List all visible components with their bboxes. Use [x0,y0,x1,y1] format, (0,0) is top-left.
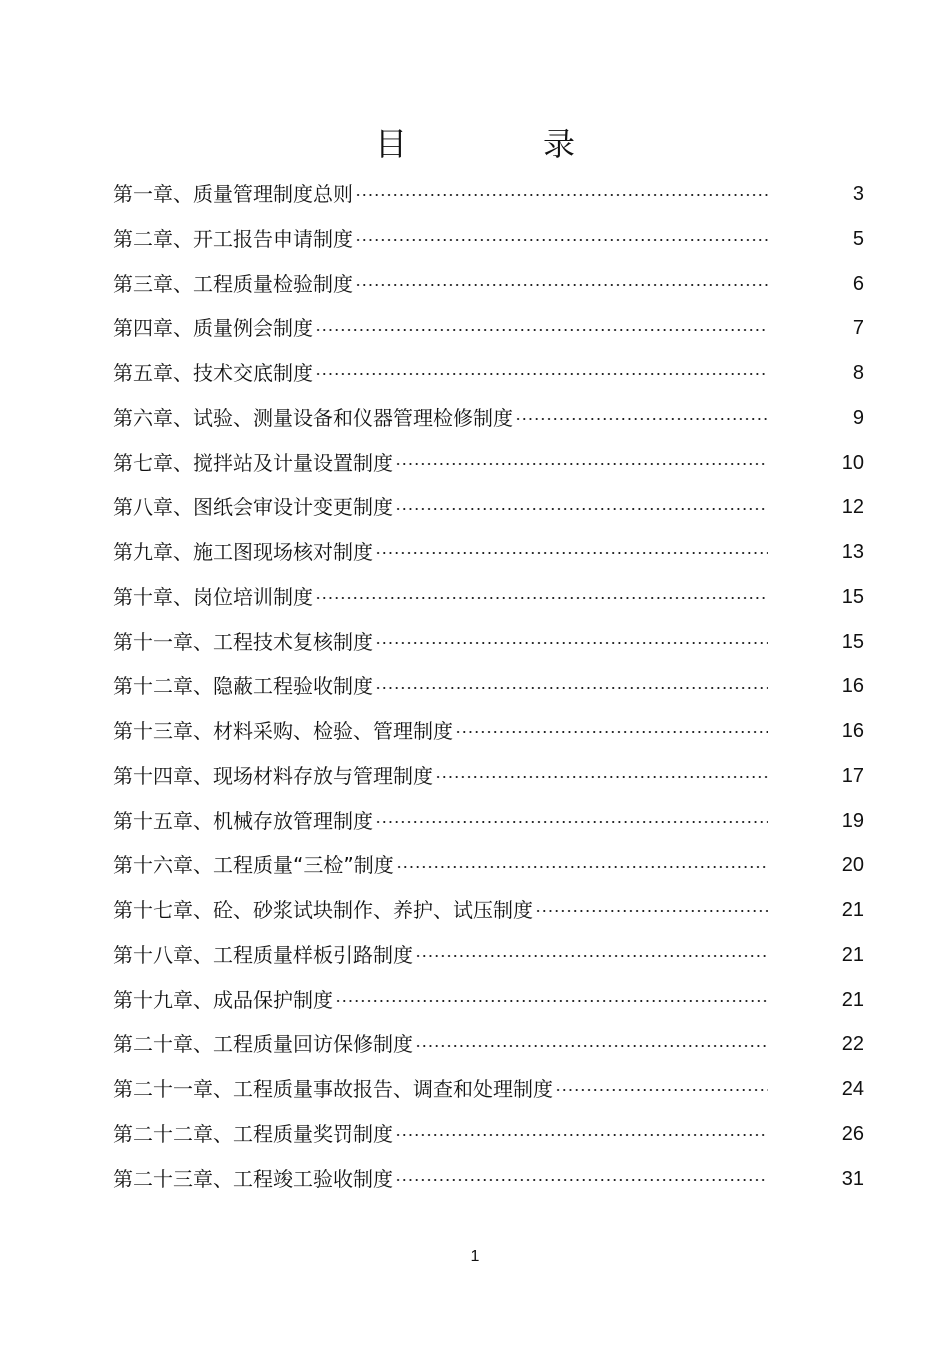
toc-entry-title: 第十二章、隐蔽工程验收制度 [113,674,373,699]
toc-leader-dots [335,1000,768,1002]
toc-entry[interactable] [113,888,864,933]
toc-leader-dots [395,1179,768,1181]
toc-entry-title: 第二十二章、工程质量奖罚制度 [113,1121,393,1146]
toc-entry-title: 第三章、工程质量检验制度 [113,271,353,296]
toc-entry-title-wrap [113,530,768,575]
toc-entry[interactable] [113,217,864,262]
toc-leader-dots [395,508,768,510]
toc-entry-title: 第九章、施工图现场核对制度 [113,540,373,564]
toc-entry-page: 15 [841,585,864,608]
toc-leader-dots [515,418,768,420]
toc-entry-page: 16 [841,720,864,742]
toc-leader-dots [355,239,768,241]
toc-entry-title-wrap [113,620,768,665]
toc-leader-dots [415,955,768,957]
toc-leader-dots [396,866,768,868]
toc-entry-page: 8 [852,362,864,384]
toc-leader-dots [375,642,768,644]
toc-entry-title-wrap [113,441,768,486]
toc-entry[interactable] [113,262,864,307]
toc-entry-title-wrap [113,485,768,530]
toc-leader-dots [315,373,768,375]
toc-entry[interactable] [113,1022,864,1067]
toc-entry-title: 第二章、开工报告申请制度 [113,226,353,251]
toc-leader-dots [355,284,768,286]
toc-entry[interactable] [113,620,864,665]
toc-entry-page: 21 [841,899,864,921]
table-of-contents [113,172,864,1201]
toc-entry-title: 第十三章、材料采购、检验、管理制度 [113,719,453,743]
toc-entry-page: 24 [841,1078,864,1100]
page-number: 1 [470,1248,480,1265]
toc-leader-dots [435,776,768,778]
toc-leader-dots [375,552,768,554]
toc-entry[interactable] [113,933,864,978]
toc-entry[interactable] [113,664,864,709]
toc-leader-dots [375,687,768,689]
toc-entry[interactable] [113,799,864,844]
toc-entry[interactable] [113,351,864,396]
toc-entry-page: 16 [841,675,864,698]
toc-entry[interactable] [113,1067,864,1112]
toc-entry-title: 第二十三章、工程竣工验收制度 [113,1166,393,1191]
toc-leader-dots [315,329,768,331]
toc-entry-title-wrap [113,664,768,709]
toc-entry-page: 21 [841,988,864,1011]
toc-entry-page: 31 [841,1167,864,1190]
toc-entry-page: 19 [841,809,864,832]
toc-entry-title: 第七章、搅拌站及计量设置制度 [113,450,393,475]
toc-leader-dots [535,910,768,912]
toc-entry-title-wrap [113,978,768,1023]
toc-leader-dots [315,597,768,599]
toc-entry-title: 第十一章、工程技术复核制度 [113,629,373,654]
toc-entry-title-wrap [113,754,768,799]
toc-title: 目 录 [374,125,627,163]
toc-entry-page: 3 [852,183,864,205]
toc-entry-title: 第十四章、现场材料存放与管理制度 [113,763,433,788]
toc-entry-title-wrap [113,799,768,844]
toc-entry-title: 第八章、图纸会审设计变更制度 [113,495,393,520]
toc-entry[interactable] [113,978,864,1023]
toc-entry-title-wrap [113,843,768,888]
toc-entry-title-wrap [113,1067,768,1112]
toc-entry-title: 第十章、岗位培训制度 [113,584,313,609]
toc-entry[interactable] [113,396,864,441]
toc-entry-title: 第五章、技术交底制度 [113,361,313,385]
toc-entry[interactable] [113,306,864,351]
toc-entry-title-wrap [113,262,768,307]
toc-entry-title: 第十五章、机械存放管理制度 [113,808,373,833]
toc-leader-dots [555,1089,768,1091]
toc-entry-title-wrap [113,1022,768,1067]
toc-entry-title-wrap [113,351,768,396]
toc-entry-title-wrap [113,709,768,754]
toc-entry-title: 第十九章、成品保护制度 [113,987,333,1012]
toc-entry-title: 第四章、质量例会制度 [113,316,313,341]
toc-entry-title-wrap [113,396,768,441]
toc-entry[interactable] [113,172,864,217]
toc-leader-dots [455,731,768,733]
toc-entry[interactable] [113,843,864,888]
toc-entry-title: 第十六章、工程质量“三检”制度 [113,853,394,878]
toc-leader-dots [395,1134,768,1136]
toc-entry-title-wrap [113,933,768,978]
toc-entry-title-wrap [113,1112,768,1157]
toc-entry[interactable] [113,441,864,486]
toc-entry[interactable] [113,709,864,754]
toc-entry[interactable] [113,1112,864,1157]
toc-entry-page: 22 [841,1033,864,1056]
toc-entry-title: 第六章、试验、测量设备和仪器管理检修制度 [113,405,513,430]
toc-entry[interactable] [113,575,864,620]
toc-entry-title-wrap [113,1157,768,1202]
toc-entry-page: 12 [841,496,864,519]
toc-entry[interactable] [113,485,864,530]
toc-leader-dots [395,463,768,465]
toc-leader-dots [375,821,768,823]
toc-entry-title: 第十七章、砼、砂浆试块制作、养护、试压制度 [113,898,533,922]
toc-entry-page: 17 [841,764,864,787]
toc-leader-dots [415,1045,768,1047]
toc-entry-page: 5 [852,227,864,250]
toc-entry-title-wrap [113,172,768,217]
toc-entry-page: 10 [841,451,864,474]
toc-entry-title-wrap [113,217,768,262]
toc-entry-page: 7 [852,317,864,340]
toc-entry-page: 20 [841,854,864,877]
toc-entry-title: 第二十章、工程质量回访保修制度 [113,1032,413,1057]
toc-entry-title: 第一章、质量管理制度总则 [113,182,353,206]
toc-entry[interactable] [113,754,864,799]
toc-entry-title-wrap [113,575,768,620]
toc-entry-page: 6 [852,272,864,295]
toc-leader-dots [355,194,768,196]
toc-entry-page: 21 [841,943,864,966]
toc-entry[interactable] [113,530,864,575]
toc-entry-page: 9 [852,406,864,429]
toc-entry-title: 第十八章、工程质量样板引路制度 [113,942,413,967]
toc-entry[interactable] [113,1157,864,1202]
toc-entry-title-wrap [113,888,768,933]
toc-entry-title: 第二十一章、工程质量事故报告、调查和处理制度 [113,1077,553,1101]
toc-entry-page: 26 [841,1122,864,1145]
toc-entry-page: 15 [841,630,864,653]
toc-entry-page: 13 [841,541,864,563]
toc-entry-title-wrap [113,306,768,351]
